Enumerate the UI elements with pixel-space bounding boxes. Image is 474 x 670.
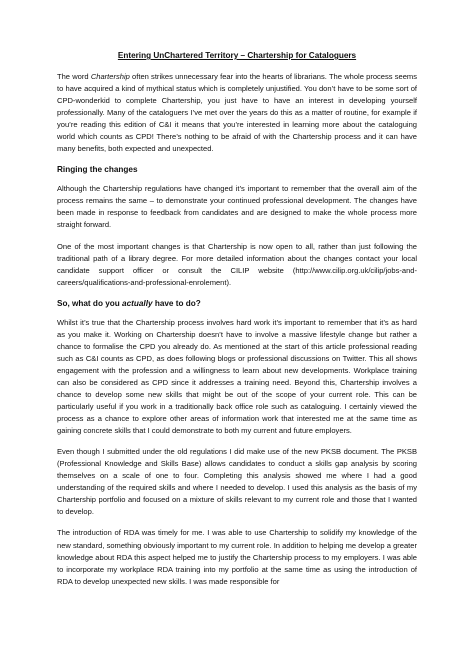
section2-paragraph-2: Even though I submitted under the old regulations I did make use of the new PKSB document. The PKSB (Professional Knowledge and Skills Base) allows candidates to conduct a skills gap analysis by scoring themselves on a scale of one to four. Completing this analysis showed me where I had a good understanding of the required skills and where I needed to develop. I used this analysis as the basis of my Chartership portfolio and focused on a mixture of skills relevant to my current role and those that I wanted to develop. [57,447,417,517]
article-title: Entering UnChartered Territory – Chartership for Cataloguers [117,51,357,60]
section1-paragraph-2: One of the most important changes is that Chartership is now open to all, rather than just following the traditional path of a library degree. For more detailed information about the changes contact your local candidate support officer or consult the CILIP website (http://www.cilip.org.uk/cilip/jobs-and-careers/qualifications-and-professional-enrolement). [57,241,417,287]
section2-paragraph-3: The introduction of RDA was timely for me. I was able to use Chartership to solidify my knowledge of the new standard, something obviously important to my current role. In addition to helping me develop a greater knowledge about RDA this aspect helped me to justify the Chartership process to my employers. I was able to incorporate my workplace RDA training into my portfolio at the same time as using the introduction of RDA to develop unexpected new skills. I was made responsible for [57,528,417,586]
section-heading-what-to-do [57,298,417,310]
heading-text-before: So, what do you [57,298,123,308]
section2-paragraph-1: Whilst it’s true that the Chartership process involves hard work it’s important to remember that it’s as hard as you make it. Working on Chartership doesn’t have to involve a massive lifestyle change but rather a chance to formalise the CPD you already do. As mentioned at the start of this article professional reading such as C&I counts as CPD, as does following blogs or professional discussions on Twitter. This all shows engagement with the profession and a willingness to learn about new developments. Workplace training can also be considered as CPD since it addresses a training need. Beyond this, Chartership involves a chance to develop some new skills that might be out of the scope of your current role. This can be particularly useful if you work in a traditionally back office role such as cataloguing. I certainly viewed the process as a chance to explore other areas of information work that interested me at the same time as gaining concrete skills that I could demonstrate to both my current and future employers. [57,317,417,436]
heading-text-after: have to do? [152,298,201,308]
intro-text-before: The word [57,72,91,81]
intro-paragraph [57,71,417,155]
intro-text-after: often strikes unnecessary fear into the hearts of librarians. The whole process seems to have acquired a kind of mythical status which is completely unjustified. You don’t have to be some sort of CPD-wonderkid to complete Chartership, you just have to have an interest in developing yourself professionally. Many of the cataloguers I’ve met over the years do this as a matter of routine, for example if you’re reading this edition of C&I it means that you’re interested in learning more about the cataloguing world which counts as CPD! There’s nothing to be afraid of with the Chartership process and it can have many benefits, both expected and unexpected. [57,72,417,154]
heading-emphasis: actually [122,298,153,308]
section1-paragraph-1: Although the Chartership regulations have changed it’s important to remember that the overall aim of the process remains the same – to demonstrate your continued professional development. The changes have been made in response to feedback from candidates and are designed to make the whole process more straight forward. [57,184,417,230]
intro-emphasis: Chartership [90,72,130,81]
section-heading-ringing-the-changes: Ringing the changes [57,165,138,175]
